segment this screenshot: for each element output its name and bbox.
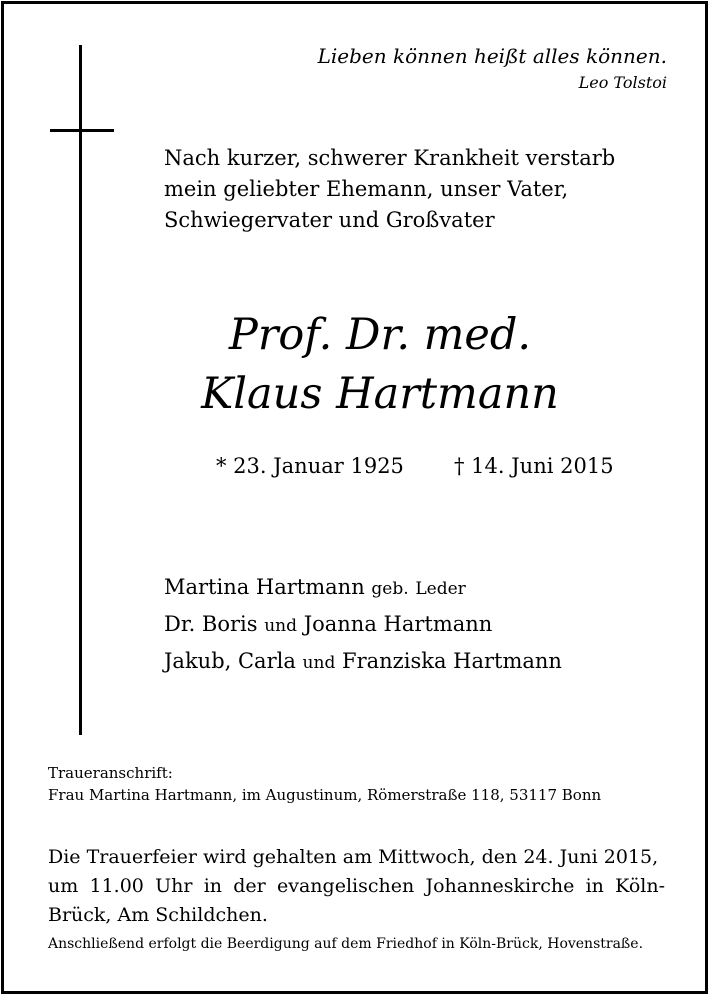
family-member: Martina Hartmann: [164, 575, 365, 599]
family-row: [164, 644, 562, 681]
quote-text: Lieben können heißt alles können.: [317, 44, 667, 68]
address-text: Frau Martina Hartmann, im Augustinum, Römerstraße 118, 53117 Bonn: [48, 786, 602, 804]
quote-author: Leo Tolstoi: [578, 73, 667, 92]
cross-icon-vertical-bar: [79, 45, 82, 735]
family-list: [164, 570, 562, 681]
family-member: Joanna Hartmann: [303, 612, 493, 636]
deceased-title: Prof. Dr. med.: [228, 310, 532, 360]
ceremony-line: Brück, Am Schildchen.: [48, 904, 268, 926]
family-connector: und: [264, 616, 297, 636]
family-member: Dr. Boris: [164, 612, 258, 636]
cross-icon-horizontal-bar: [50, 129, 114, 132]
family-connector: geb.: [371, 579, 409, 599]
death-date: † 14. Juni 2015: [454, 454, 614, 478]
family-member: Jakub, Carla: [164, 649, 296, 673]
ceremony-line: um 11.00 Uhr in der evangelischen Johanneskirche in Köln-: [48, 875, 665, 897]
ceremony-text: [48, 843, 665, 930]
family-member: Leder: [415, 579, 466, 599]
intro-line: Nach kurzer, schwerer Krankheit verstarb: [164, 146, 616, 170]
birth-date: * 23. Januar 1925: [216, 454, 404, 478]
family-row: [164, 570, 562, 607]
intro-text: [164, 143, 615, 236]
deceased-name: Klaus Hartmann: [201, 369, 559, 419]
family-row: [164, 607, 562, 644]
intro-line: mein geliebter Ehemann, unser Vater,: [164, 177, 569, 201]
family-connector: und: [302, 653, 336, 673]
family-member: Franziska Hartmann: [342, 649, 562, 673]
burial-text: Anschließend erfolgt die Beerdigung auf dem Friedhof in Köln-Brück, Hovenstraße.: [48, 936, 644, 952]
address-label: Traueranschrift:: [48, 764, 173, 782]
intro-line: Schwiegervater und Großvater: [164, 208, 495, 232]
ceremony-line: Die Trauerfeier wird gehalten am Mittwoch, den 24. Juni 2015,: [48, 846, 659, 868]
